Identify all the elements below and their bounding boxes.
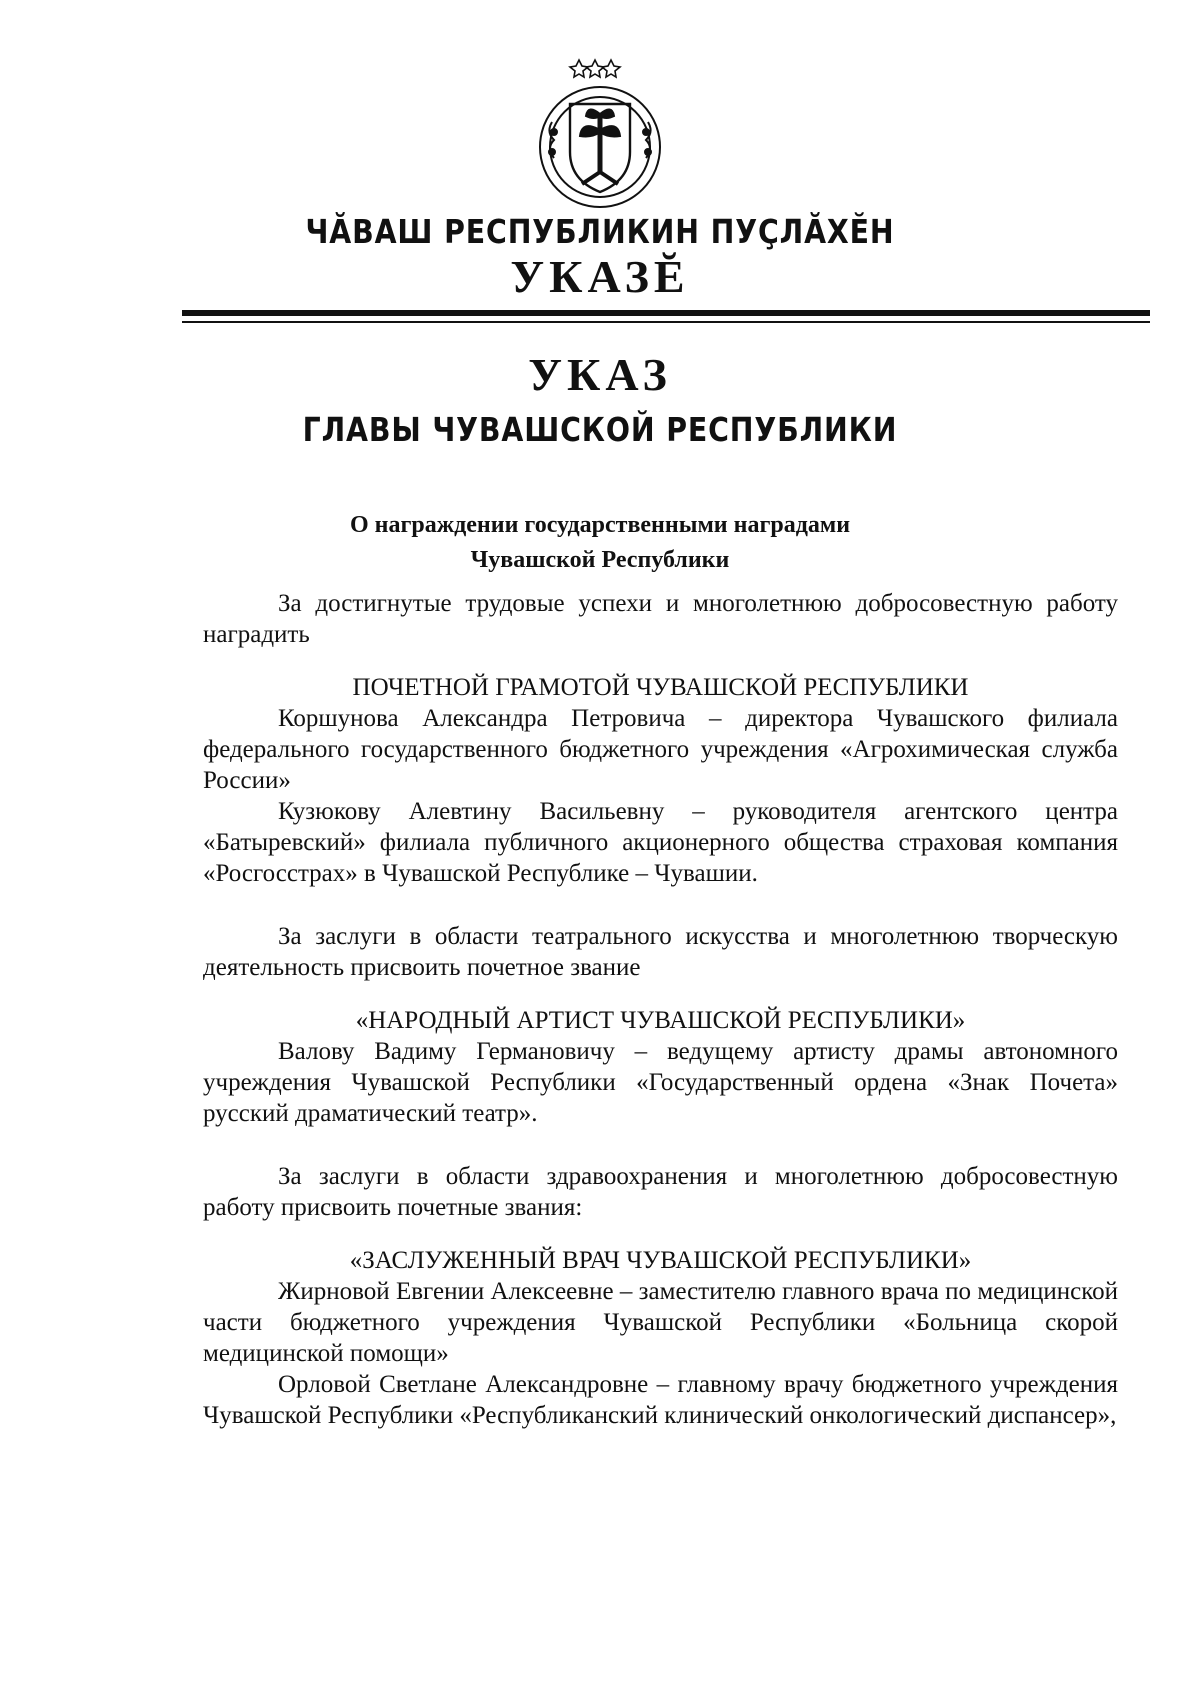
document-title-line2: Чувашской Республики: [470, 547, 730, 573]
award-heading: «ЗАСЛУЖЕННЫЙ ВРАЧ ЧУВАШСКОЙ РЕСПУБЛИКИ»: [349, 1247, 972, 1274]
recipient-paragraph: Жирновой Евгении Алексеевне – заместителю главного врача по медицинской части бюджетного учреждения Чувашской Республики «Больница скорой медицинской помощи»: [203, 1278, 1118, 1367]
recipient-paragraph: Орловой Светлане Александровне – главному врачу бюджетного учреждения Чувашской Республики «Республиканский клинический онкологический диспансер»,: [203, 1371, 1118, 1429]
russian-header-line1: УКАЗ: [528, 349, 672, 400]
coat-of-arms-icon: [530, 52, 670, 212]
russian-header-line2: ГЛАВЫ ЧУВАШСКОЙ РЕСПУБЛИКИ: [302, 410, 898, 449]
recipient-paragraph: Кузюкову Алевтину Васильевну – руководителя агентского центра «Батыревский» филиала публичного акционерного общества страховая компания «Росгосстрах» в Чувашской Республике – Чувашии.: [203, 798, 1118, 887]
chuvash-header-line2: УКАЗĔ: [510, 251, 690, 302]
emblem-stars: [570, 60, 620, 77]
recipient-paragraph: Коршунова Александра Петровича – директора Чувашского филиала федерального государственного бюджетного учреждения «Агрохимическая служба России»: [203, 705, 1118, 794]
header-divider-thick: [182, 310, 1150, 316]
header-divider-thin: [182, 321, 1150, 323]
document-body: [203, 588, 1118, 1431]
section-intro: За заслуги в области театрального искусства и многолетнюю творческую деятельность присвоить почетное звание: [203, 923, 1118, 981]
award-heading: «НАРОДНЫЙ АРТИСТ ЧУВАШСКОЙ РЕСПУБЛИКИ»: [355, 1007, 966, 1034]
recipient-paragraph: Валову Вадиму Германовичу – ведущему артисту драмы автономного учреждения Чувашской Республики «Государственный ордена «Знак Почета» русский драматический театр».: [203, 1038, 1118, 1127]
award-heading: ПОЧЕТНОЙ ГРАМОТОЙ ЧУВАШСКОЙ РЕСПУБЛИКИ: [352, 674, 969, 701]
document-title: [0, 508, 1200, 578]
document-title-line1: О награждении государственными наградами: [349, 512, 851, 538]
chuvash-header-line1: ЧĂВАШ РЕСПУБЛИКИН ПУÇЛĂХĔН: [305, 212, 895, 251]
section-intro: За достигнутые трудовые успехи и многолетнюю добросовестную работу наградить: [203, 590, 1118, 648]
section-intro: За заслуги в области здравоохранения и многолетнюю добросовестную работу присвоить почетные звания:: [203, 1163, 1118, 1221]
